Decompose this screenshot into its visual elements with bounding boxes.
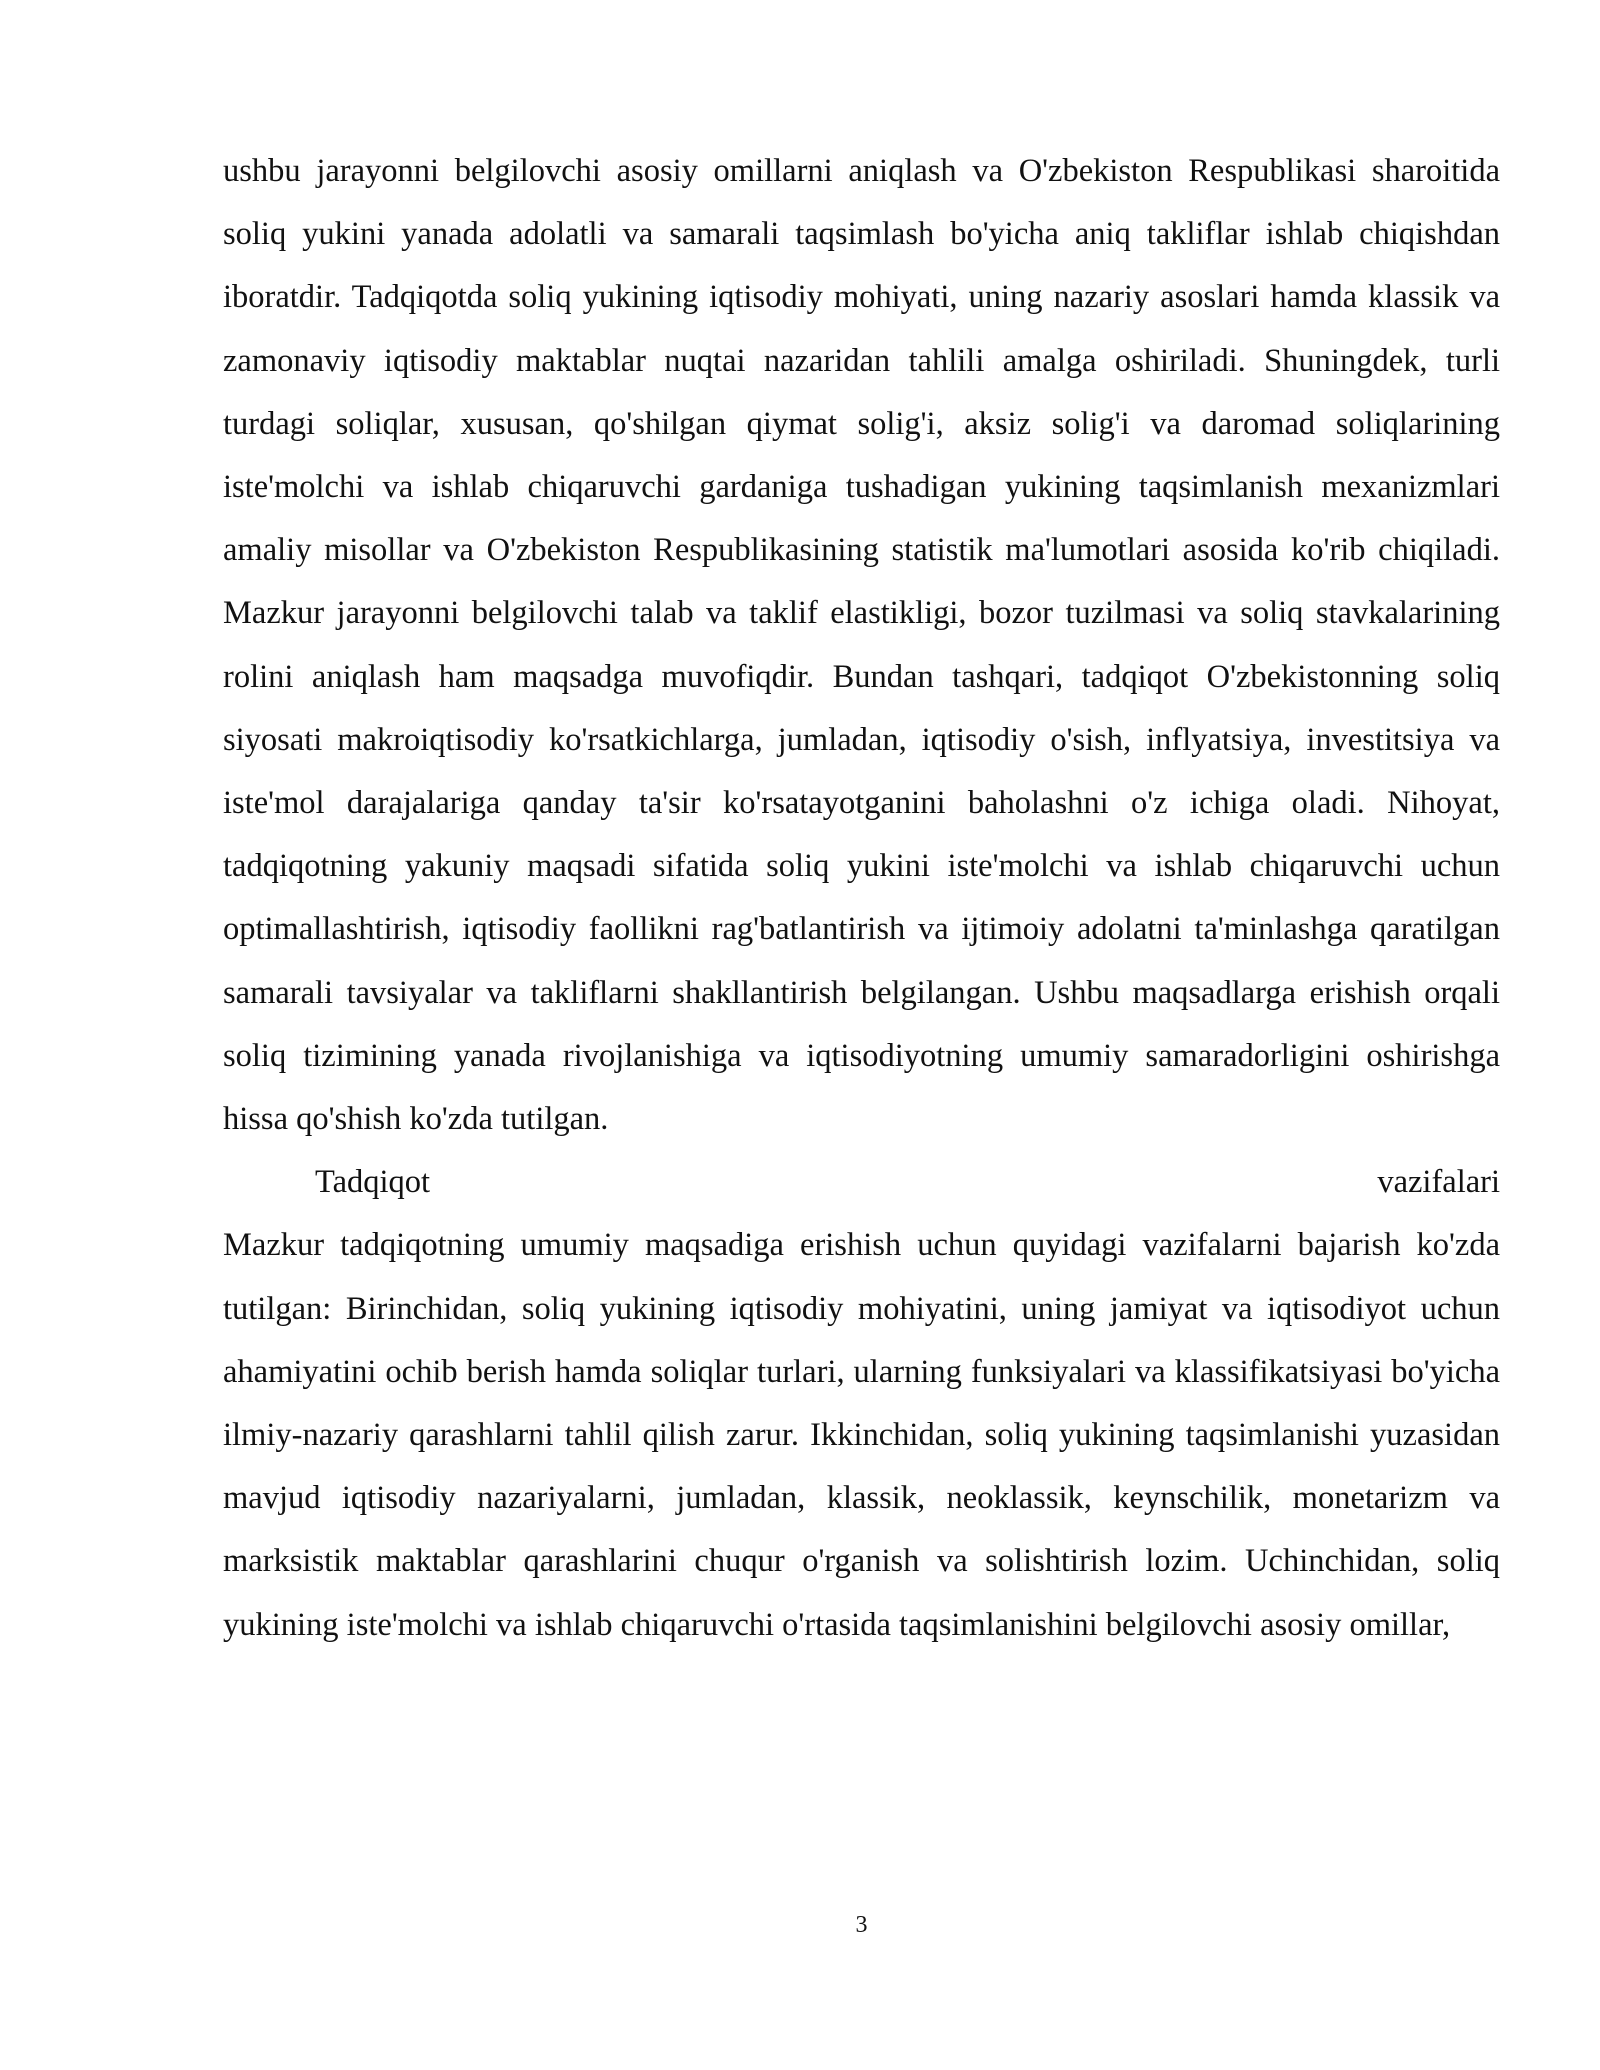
body-paragraph: ushbu jarayonni belgilovchi asosiy omillarni aniqlash va O'zbekiston Respublikasi sharoitida soliq yukini yanada adolatli va samarali taqsimlash bo'yicha aniq takliflar ishlab chiqishdan iboratdir. Tadqiqotda soliq yukining iqtisodiy mohiyati, uning nazariy asoslari hamda klassik va zamonaviy iqtisodiy maktablar nuqtai nazaridan tahlili amalga oshiriladi. Shuningdek, turli turdagi soliqlar, xususan, qo'shilgan qiymat solig'i, aksiz solig'i va daromad soliqlarining iste'molchi va ishlab chiqaruvchi gardaniga tushadigan yukining taqsimlanish mexanizmlari amaliy misollar va O'zbekiston Respublikasining statistik ma'lumotlari asosida ko'rib chiqiladi. Mazkur jarayonni belgilovchi talab va taklif elastikligi, bozor tuzilmasi va soliq stavkalarining rolini aniqlash ham maqsadga muvofiqdir. Bundan tashqari, tadqiqot O'zbekistonning soliq siyosati makroiqtisodiy ko'rsatkichlarga, jumladan, iqtisodiy o'sish, inflyatsiya, investitsiya va iste'mol darajalariga qanday ta'sir ko'rsatayotganini baholashni o'z ichiga oladi. Nihoyat, tadqiqotning yakuniy maqsadi sifatida soliq yukini iste'molchi va ishlab chiqaruvchi uchun optimallashtirish, iqtisodiy faollikni rag'batlantirish va ijtimoiy adolatni ta'minlashga qaratilgan samarali tavsiyalar va takliflarni shakllantirish belgilangan. Ushbu maqsadlarga erishish orqali soliq tizimining yanada rivojlanishiga va iqtisodiyotning umumiy samaradorligini oshirishga hissa qo'shish ko'zda tutilgan. <box>223 153 1500 1138</box>
document-page <box>223 140 1500 1657</box>
body-paragraph: Mazkur tadqiqotning umumiy maqsadiga erishish uchun quyidagi vazifalarni bajarish ko'zda tutilgan: Birinchidan, soliq yukining iqtisodiy mohiyatini, uning jamiyat va iqtisodiyot uchun ahamiyatini ochib berish hamda soliqlar turlari, ularning funksiyalari va klassifikatsiyasi bo'yicha ilmiy-nazariy qarashlarni tahlil qilish zarur. Ikkinchidan, soliq yukining taqsimlanishi yuzasidan mavjud iqtisodiy nazariyalarni, jumladan, klassik, neoklassik, keynschilik, monetarizm va marksistik maktablar qarashlarini chuqur o'rganish va solishtirish lozim. Uchinchidan, soliq yukining iste'molchi va ishlab chiqaruvchi o'rtasida taqsimlanishini belgilovchi asosiy omillar, <box>223 1227 1500 1643</box>
page-number: 3 <box>855 1912 868 1938</box>
section-heading <box>223 1151 1500 1214</box>
section-heading-right: vazifalari <box>1377 1164 1500 1201</box>
section-heading-left: Tadqiqot <box>315 1164 431 1201</box>
